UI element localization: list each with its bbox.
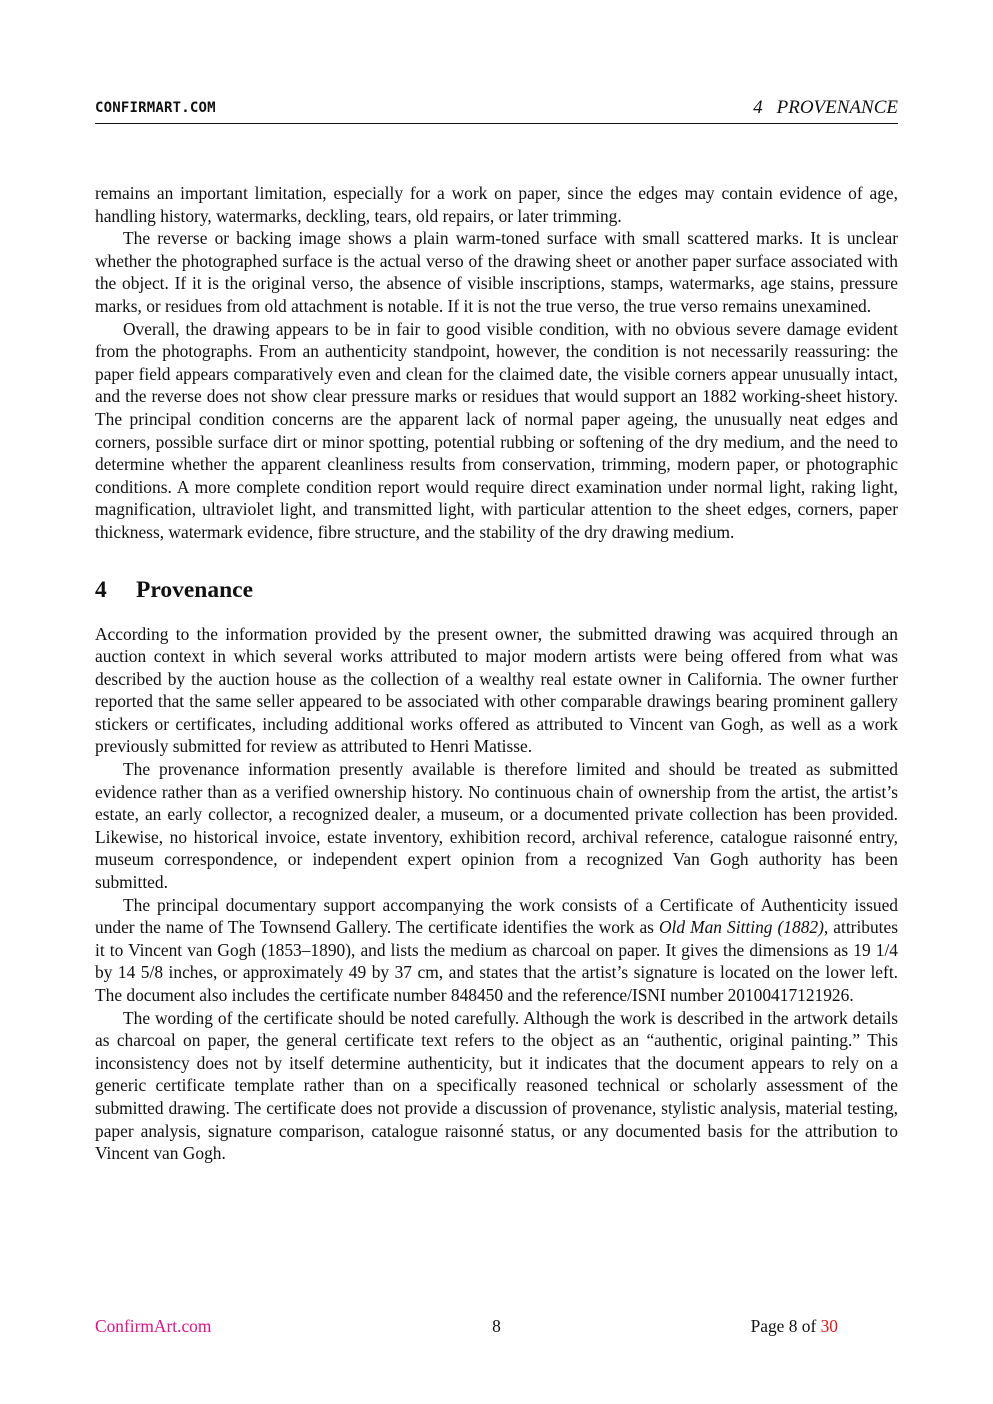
- paragraph-reverse-image: The reverse or backing image shows a plain warm-toned surface with small scattered marks. It is unclear whether the photographed surface is the actual verso of the drawing sheet or another paper surface associated with the object. If it is the original verso, the absence of visible inscriptions, stamps, watermarks, age stains, pressure marks, or residues from old attachment is notable. If it is not the true verso, the true verso remains unexamined.: [95, 228, 898, 316]
- header-section-label: PROVENANCE: [776, 97, 898, 118]
- paragraph-acquisition: According to the information provided by the present owner, the submitted drawing was acquired through an auction context in which several works attributed to major modern artists were being offered from what was described by the auction house as the collection of a wealthy real estate owner in California. The owner further reported that the same seller appeared to be associated with other comparable drawings bearing prominent gallery stickers or certificates, including additional works offered as attributed to Vincent van Gogh, as well as a work previously submitted for review as attributed to Henri Matisse.: [95, 623, 898, 757]
- paragraph-certificate-wording: The wording of the certificate should be noted carefully. Although the work is described in the artwork details as charcoal on paper, the general certificate text refers to the object as an “authentic, original painting.” This inconsistency does not by itself determine authenticity, but it indicates that the document appears to rely on a generic certificate template rather than on a specifically reasoned technical or scholarly assessment of the submitted drawing. The certificate does not provide a discussion of provenance, stylistic analysis, material testing, paper analysis, signature comparison, catalogue raisonné status, or any documented basis for the attribution to Vincent van Gogh.: [95, 1007, 898, 1164]
- paragraph-certificate: [95, 894, 898, 1007]
- footer-page-number: 8: [492, 1316, 501, 1336]
- footer-page-indicator: [751, 1316, 838, 1337]
- document-page: [95, 0, 898, 1404]
- footer-page-total-link[interactable]: 30: [820, 1316, 838, 1336]
- running-header: [95, 97, 898, 124]
- header-section-number: 4: [753, 97, 763, 118]
- section-title: Provenance: [136, 576, 254, 603]
- certificate-text-start: The principal documentary support accompanying the work consists of a Certificate of Authenticity issued under the name of The Townsend Gallery. The certificate identifies the work as: [95, 894, 898, 938]
- header-logo: CONFIRMART.COM: [95, 100, 216, 116]
- document-body: [95, 182, 898, 1165]
- header-section-title: [753, 97, 898, 119]
- paragraph-condition-overall: Overall, the drawing appears to be in fair to good visible condition, with no obvious severe damage evident from the photographs. From an authenticity standpoint, however, the condition is not necessarily reassuring: the paper field appears comparatively even and clean for the claimed date, the visible corners appear unusually intact, and the reverse does not show clear pressure marks or residues that would support an 1882 working-sheet history. The principal condition concerns are the apparent lack of normal paper ageing, the unusually neat edges and corners, possible surface dirt or minor spotting, potential rubbing or softening of the dry medium, and the need to determine whether the apparent cleanliness results from conservation, trimming, modern paper, or photographic conditions. A more complete condition report would require direct examination under normal light, raking light, magnification, ultraviolet light, and transmitted light, with particular attention to the sheet edges, corners, paper thickness, watermark evidence, fibre structure, and the stability of the dry drawing medium.: [95, 318, 898, 542]
- paragraph-limited-provenance: The provenance information presently available is therefore limited and should be treated as submitted evidence rather than as a verified ownership history. No continuous chain of ownership from the artist, the artist’s estate, an early collector, a recognized dealer, a museum, or a documented private collection has been provided. Likewise, no historical invoice, estate inventory, exhibition record, archival reference, catalogue raisonné entry, museum correspondence, or independent expert opinion from a recognized Van Gogh authority has been submitted.: [95, 759, 898, 893]
- certificate-text-end: , attributes it to Vincent van Gogh (1853–1890), and lists the medium as charcoal on paper. It gives the dimensions as 19 1/4 by 14 5/8 inches, or approximately 49 by 37 cm, and states that the artist’s signature is located on the lower left. The document also includes the certificate number 848450 and the reference/ISNI number 20100417121926.: [95, 917, 898, 1005]
- footer-brand-link[interactable]: ConfirmArt.com: [95, 1316, 212, 1336]
- footer-page-label: Page 8 of: [750, 1316, 817, 1336]
- section-heading-provenance: [95, 576, 898, 604]
- artwork-title: Old Man Sitting (1882): [659, 917, 824, 938]
- paragraph-condition-limitation: remains an important limitation, especially for a work on paper, since the edges may contain evidence of age, handling history, watermarks, deckling, tears, old repairs, or later trimming.: [95, 183, 898, 226]
- section-number: 4: [95, 576, 107, 603]
- page-footer: [95, 1316, 898, 1340]
